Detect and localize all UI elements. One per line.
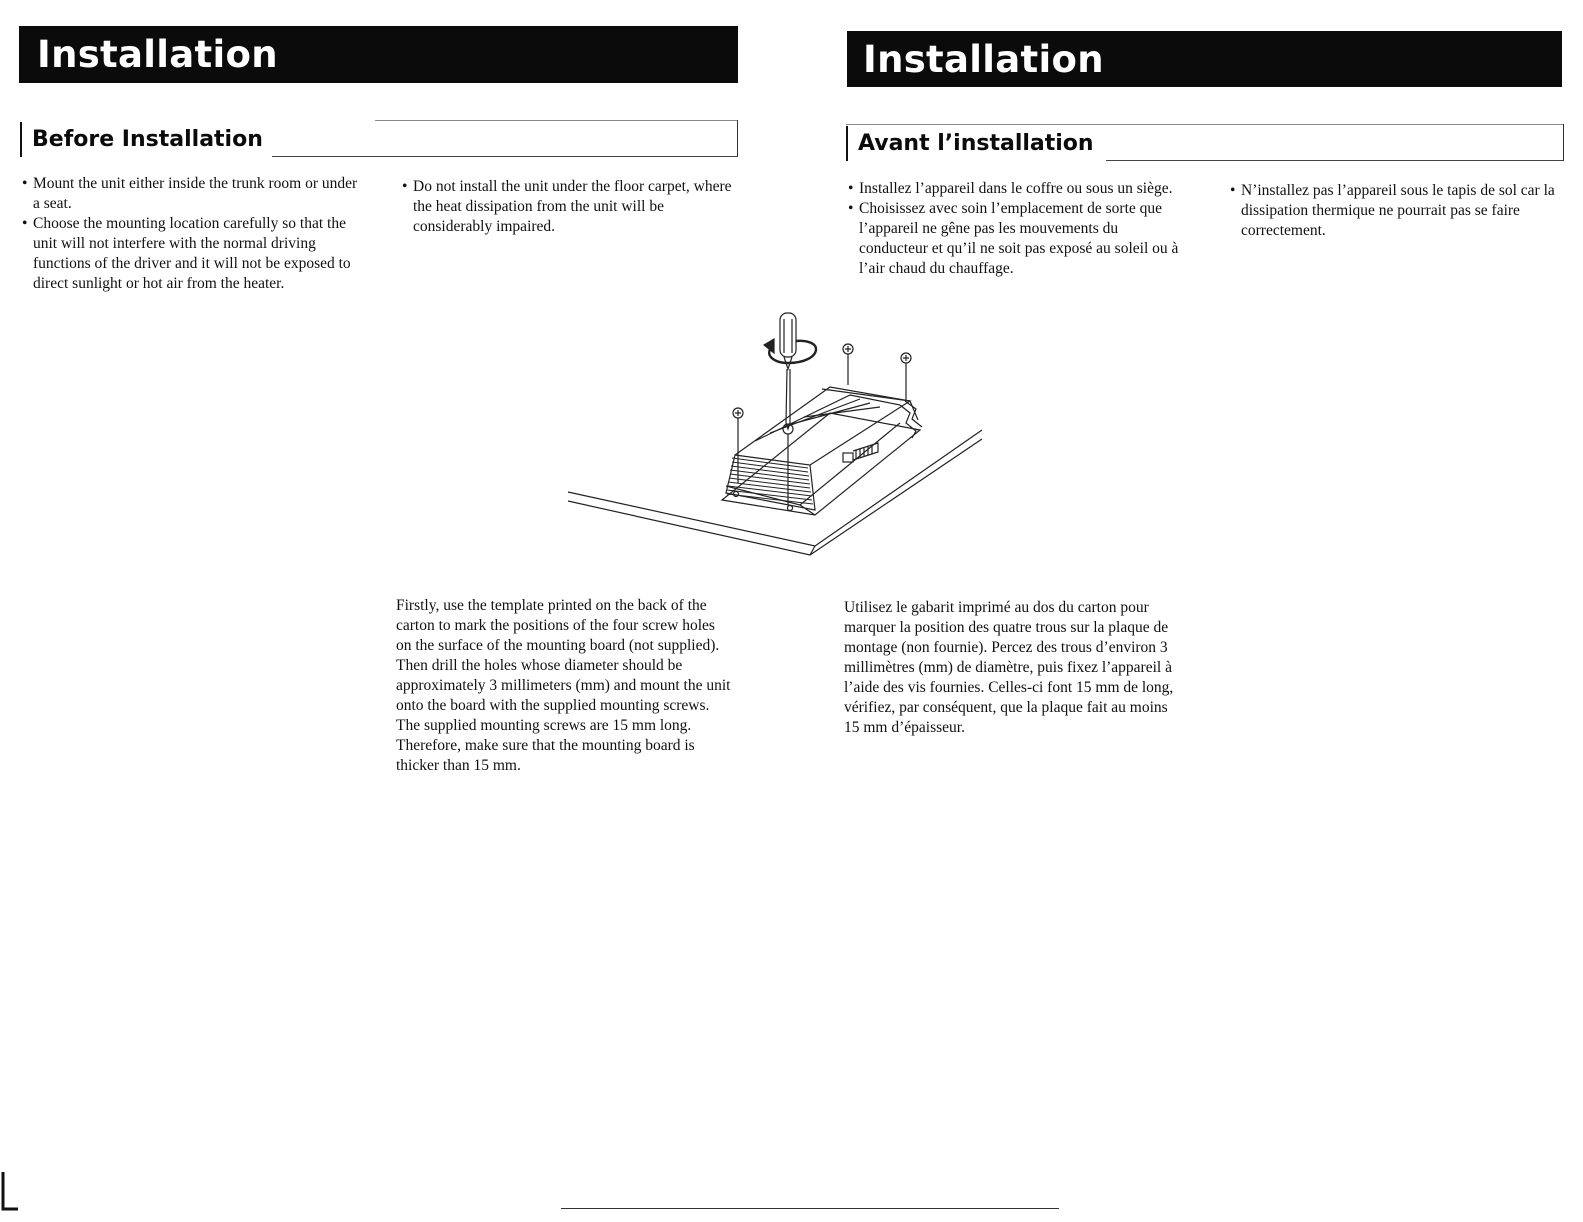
list-item: • Installez l’appareil dans le coffre ou sous un siège. bbox=[848, 179, 1186, 199]
heading-right-rule bbox=[737, 120, 738, 157]
list-item: • Choisissez avec soin l’emplacement de sorte que l’appareil ne gêne pas les mouvements du conducteur et qu’il ne soit pas exposé au soleil ou à l’air chaud du chauffage. bbox=[848, 199, 1186, 279]
english-bullet-list-2 bbox=[402, 177, 732, 237]
section-heading-french bbox=[846, 124, 1564, 161]
heading-bottom-rule bbox=[272, 156, 738, 157]
rotation-arrow-icon bbox=[764, 339, 816, 363]
installation-illustration bbox=[560, 305, 1000, 565]
mounting-board-icon bbox=[568, 430, 982, 555]
page-title-french-text: Installation bbox=[863, 37, 1104, 81]
list-item: • Choose the mounting location carefully so that the unit will not interfere with the normal driving functions of the driver and it will not be exposed to direct sunlight or hot air from the heater. bbox=[22, 214, 360, 294]
heading-left-rule bbox=[846, 126, 848, 161]
french-bullet-list-2 bbox=[1230, 181, 1565, 241]
heading-top-rule bbox=[846, 124, 1564, 125]
heading-right-rule bbox=[1563, 124, 1564, 161]
french-mounting-paragraph: Utilisez le gabarit imprimé au dos du carton pour marquer la position des quatre trous sur la plaque de montage (non fournie). Percez des trous d’environ 3 millimètres (mm) de diamètre, puis fixez l’appareil à l’aide des vis fournies. Celles-ci font 15 mm de long, vérifiez, par conséquent, que la plaque fait au moins 15 mm d’épaisseur. bbox=[844, 599, 1174, 736]
mounting-screw-icon bbox=[733, 344, 911, 505]
french-bullet-list-1 bbox=[848, 179, 1186, 279]
section-heading-english bbox=[20, 120, 738, 157]
heading-top-rule bbox=[375, 120, 738, 121]
section-heading-english-text: Before Installation bbox=[32, 127, 263, 152]
list-item: • Mount the unit either inside the trunk room or under a seat. bbox=[22, 174, 360, 214]
screwdriver-icon bbox=[780, 313, 796, 429]
amplifier-unit-icon bbox=[722, 387, 922, 515]
heading-bottom-rule bbox=[1106, 160, 1564, 161]
english-mounting-paragraph: Firstly, use the template printed on the back of the carton to mark the positions of the four screw holes on the surface of the mounting board (not supplied). Then drill the holes whose diameter should be approximately 3 millimeters (mm) and mount the unit onto the board with the supplied mounting screws. The supplied mounting screws are 15 mm long. Therefore, make sure that the mounting board is thicker than 15 mm. bbox=[396, 597, 731, 774]
crop-mark bbox=[0, 1172, 20, 1212]
bottom-divider bbox=[561, 1208, 1059, 1209]
section-heading-french-text: Avant l’installation bbox=[858, 131, 1094, 156]
page-title-english bbox=[19, 26, 738, 83]
list-item: • N’installez pas l’appareil sous le tapis de sol car la dissipation thermique ne pourrait pas se faire correctement. bbox=[1230, 181, 1565, 241]
page-title-french bbox=[847, 31, 1562, 87]
english-bullet-list-1 bbox=[22, 174, 360, 294]
page-title-english-text: Installation bbox=[37, 33, 278, 76]
heading-left-rule bbox=[20, 122, 22, 157]
list-item: • Do not install the unit under the floor carpet, where the heat dissipation from the unit will be considerably impaired. bbox=[402, 177, 732, 237]
